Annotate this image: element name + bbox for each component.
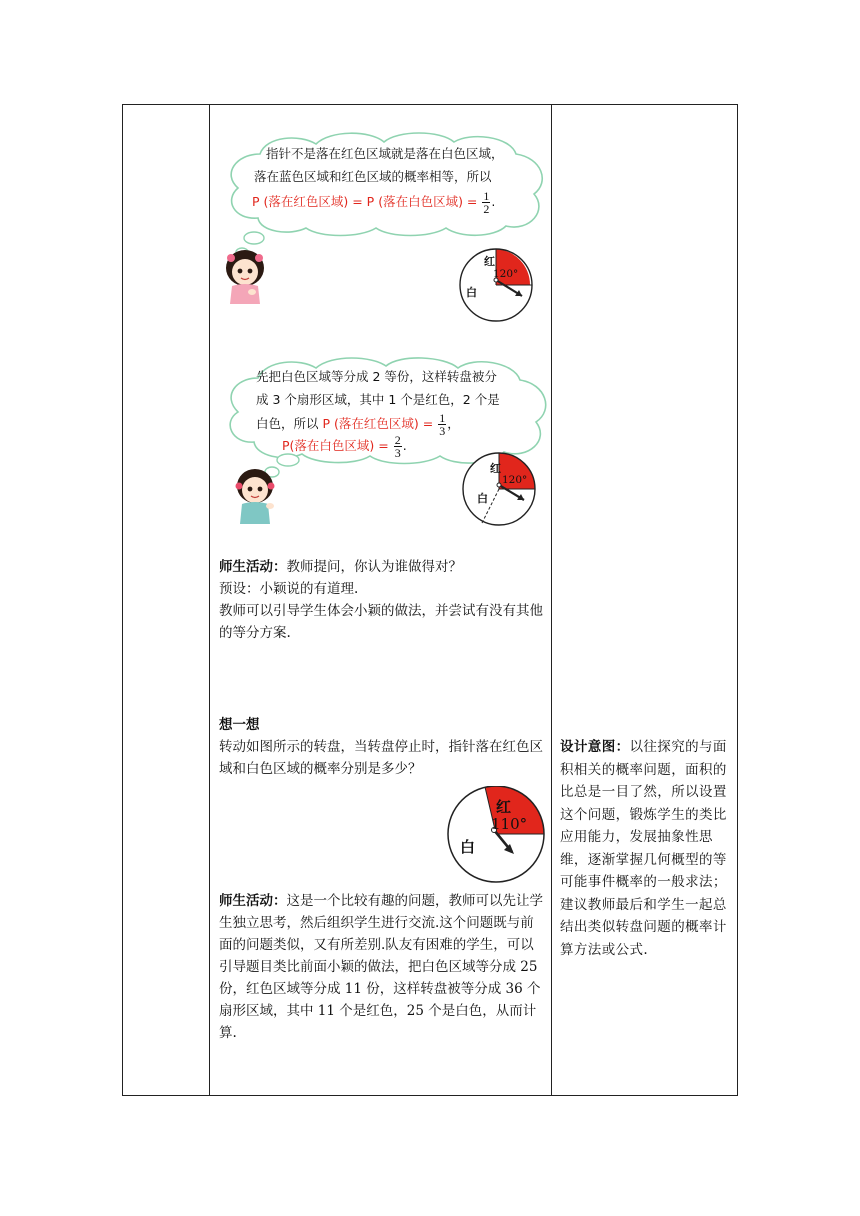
table-col-divider-1 <box>209 104 210 1096</box>
spinner-2 <box>462 452 542 526</box>
bubble1-end: . <box>491 194 496 209</box>
bubble2-line2: 成 3 个扇形区域，其中 1 个是红色，2 个是 <box>256 392 500 407</box>
bubble1-fraction <box>482 190 490 215</box>
bubble2-fraction1 <box>438 412 446 437</box>
bubble2-frac2-num: 2 <box>394 433 401 447</box>
bubble2-frac2-den: 3 <box>394 446 401 460</box>
spinner2-white-label: 白 <box>477 492 488 505</box>
design-intent <box>560 736 732 961</box>
design-text: 以往探究的与面积相关的概率问题，面积的比总是一目了然，所以设置这个问题，锻炼学生的类比应用能力，发展抽象性思维，逐渐掌握几何概型的等可能事件概率的一般求法；建议教师最后和学生一起总结出类似转盘问题的概率计算方法或公式. <box>560 739 727 958</box>
bubble1-formula <box>252 190 495 215</box>
table-top-border <box>122 104 738 105</box>
spinner2-angle: 120° <box>502 474 528 486</box>
girl-illustration-1 <box>222 246 268 308</box>
table-col-divider-2 <box>551 104 552 1096</box>
activity2-label: 师生活动： <box>219 893 287 909</box>
activity1-paragraph <box>219 556 547 578</box>
bubble2-frac1-den: 3 <box>439 424 446 438</box>
activity1-guide: 教师可以引导学生体会小颖的做法，并尝试有没有其他的等分方案. <box>219 603 543 641</box>
bubble1-line1: 指针不是落在红色区域就是落在白色区域， <box>266 146 504 161</box>
activity1-preset: 预设：小颖说的有道理. <box>219 581 359 597</box>
spinner3-angle: 110° <box>491 815 528 833</box>
design-label: 设计意图： <box>560 739 630 755</box>
spinner3-red-label: 红 <box>496 798 512 816</box>
spinner1-white-label: 白 <box>466 286 477 299</box>
bubble2-formula2: P(落在白色区域) = <box>282 438 389 453</box>
bubble1-frac-den: 2 <box>483 202 490 216</box>
activity1-label: 师生活动： <box>219 559 287 575</box>
think-title: 想一想 <box>219 717 260 733</box>
spinner3-white-label: 白 <box>460 838 476 856</box>
think-question: 转动如图所示的转盘，当转盘停止时，指针落在红色区域和白色区域的概率分别是多少？ <box>219 739 543 777</box>
table-left-border <box>122 104 123 1096</box>
activity1-text: 教师提问，你认为谁做得对？ <box>286 559 462 575</box>
bubble2-line1: 先把白色区域等分成 2 等份，这样转盘被分 <box>256 369 497 384</box>
girl-illustration-2 <box>232 466 278 528</box>
bubble2-fraction2 <box>394 434 402 459</box>
bubble1-formula-text: P (落在红色区域) = P (落在白色区域) = <box>252 194 478 209</box>
bubble2-line4 <box>282 434 407 459</box>
bubble2-formula1: P (落在红色区域) = <box>322 416 434 431</box>
bubble1-line2: 落在蓝色区域和红色区域的概率相等，所以 <box>254 169 492 184</box>
spinner1-red-label: 红 <box>484 255 495 268</box>
bubble1-frac-num: 1 <box>483 189 490 203</box>
spinner2-red-label: 红 <box>490 462 501 475</box>
table-right-border <box>737 104 738 1096</box>
bubble2-end: . <box>402 438 407 453</box>
activity2-text: 这是一个比较有趣的问题，教师可以先让学生独立思考，然后组织学生进行交流.这个问题既与前面的问题类似，又有所差别.队友有困难的学生，可以引导题目类比前面小颖的做法，把白色区域等分成 25 份，红色区域等分成 11 份，这样转盘被等分成 36 个扇形区域，其中 11 个是红色，25 个是白色，从而计算. <box>219 893 543 1041</box>
bubble2-comma: ， <box>447 416 460 431</box>
bubble2-line3-prefix: 白色，所以 <box>256 416 319 431</box>
activity2-paragraph <box>219 890 547 1044</box>
table-bottom-border <box>122 1095 738 1096</box>
bubble2-frac1-num: 1 <box>439 411 446 425</box>
spinner1-angle: 120° <box>493 268 519 280</box>
